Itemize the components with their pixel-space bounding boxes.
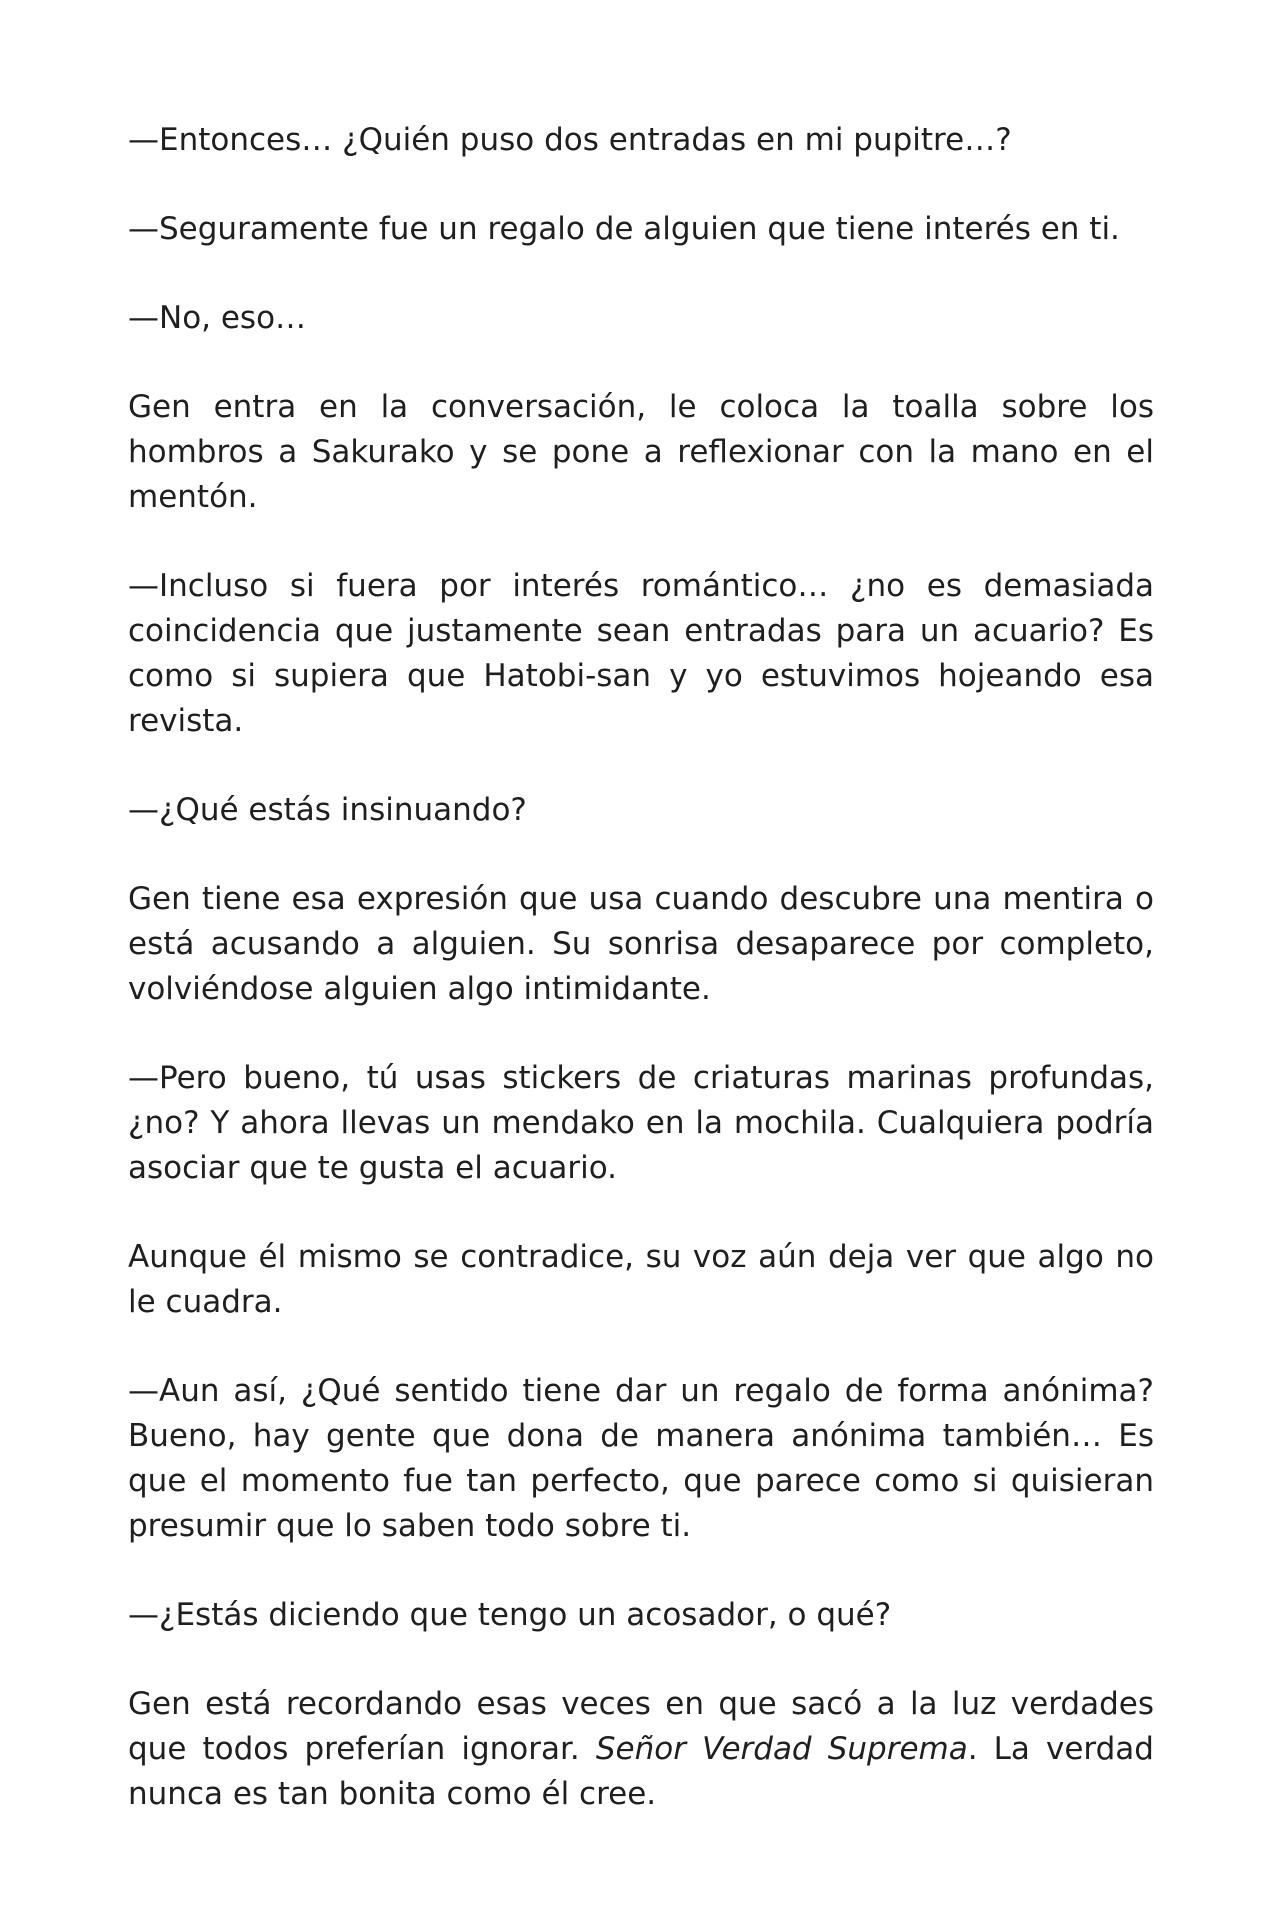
paragraph: —Seguramente fue un regalo de alguien que tiene interés en ti.	[128, 211, 1120, 247]
paragraph	[128, 1682, 1154, 1817]
paragraph: —¿Estás diciendo que tengo un acosador, o qué?	[128, 1597, 892, 1633]
paragraph: —Pero bueno, tú usas stickers de criaturas marinas profundas, ¿no? Y ahora llevas un mendako en la mochila. Cualquiera podría asociar que te gusta el acuario.	[128, 1060, 1154, 1186]
paragraph-text: . La verdad nunca es tan bonita como él cree.	[128, 1731, 1154, 1812]
paragraph: —¿Qué estás insinuando?	[128, 792, 527, 828]
paragraph: —No, eso…	[128, 300, 307, 336]
paragraph: —Entonces… ¿Quién puso dos entradas en mi pupitre…?	[128, 122, 1012, 158]
paragraph: —Aun así, ¿Qué sentido tiene dar un regalo de forma anónima? Bueno, hay gente que dona de manera anónima también… Es que el momento fue tan perfecto, que parece como si quisieran presumir que lo saben todo sobre ti.	[128, 1373, 1154, 1544]
italic-phrase: Señor Verdad Suprema	[595, 1731, 968, 1767]
paragraph-text: Gen está recordando esas veces en que sacó a la luz verdades que todos preferían ignorar.	[128, 1686, 1154, 1767]
paragraph: Aunque él mismo se contradice, su voz aún deja ver que algo no le cuadra.	[128, 1239, 1154, 1320]
paragraph: Gen entra en la conversación, le coloca la toalla sobre los hombros a Sakurako y se pone a reflexionar con la mano en el mentón.	[128, 389, 1154, 515]
paragraph: Gen tiene esa expresión que usa cuando descubre una mentira o está acusando a alguien. Su sonrisa desaparece por completo, volviéndose alguien algo intimidante.	[128, 881, 1154, 1007]
paragraph: —Incluso si fuera por interés romántico… ¿no es demasiada coincidencia que justamente sean entradas para un acuario? Es como si supiera que Hatobi-san y yo estuvimos hojeando esa revista.	[128, 568, 1154, 739]
